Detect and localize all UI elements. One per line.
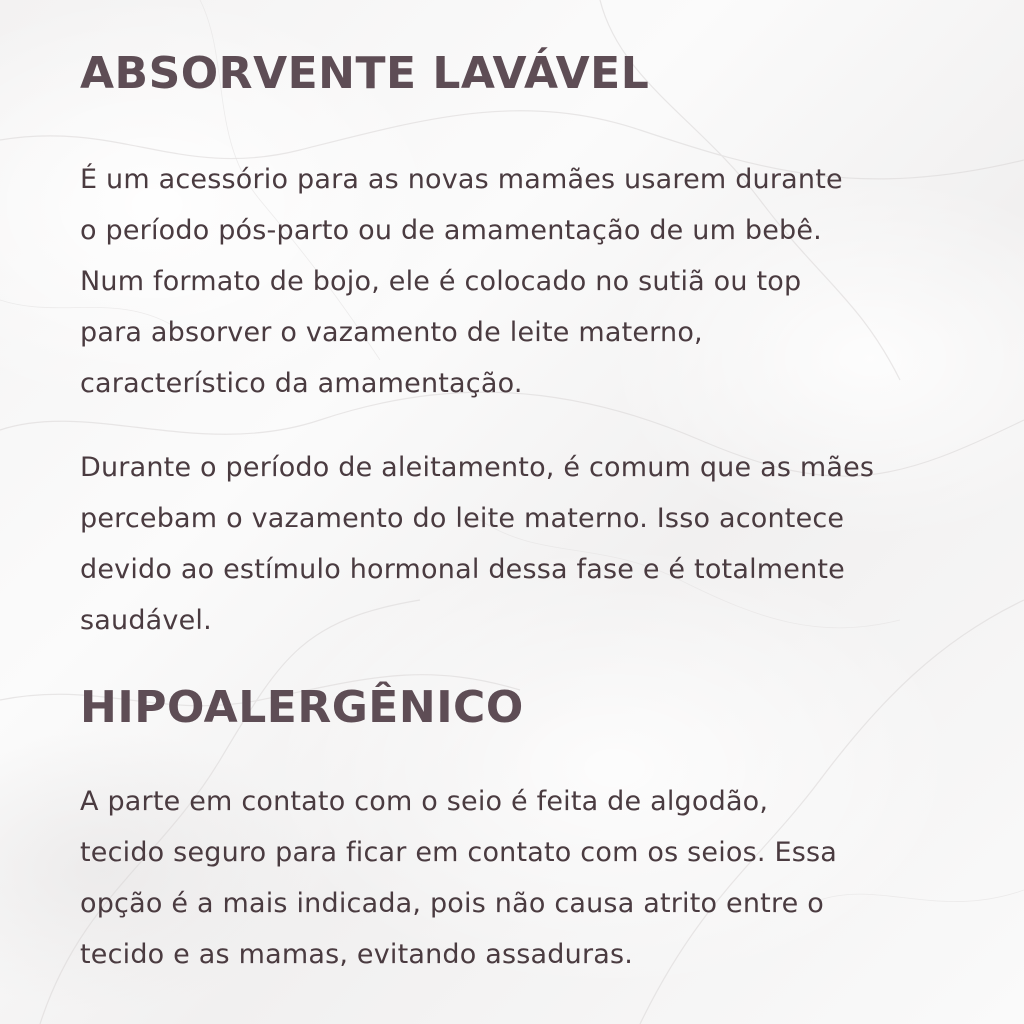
text-line: tecido seguro para ficar em contato com os seios. Essa (80, 837, 837, 868)
text-line: Num formato de bojo, ele é colocado no sutiã ou top (80, 266, 802, 297)
hipoalergenico-paragraph (80, 776, 837, 980)
text-line: tecido e as mamas, evitando assaduras. (80, 939, 634, 970)
text-line: para absorver o vazamento de leite materno, (80, 317, 703, 348)
text-line: saudável. (80, 605, 212, 636)
aleitamento-paragraph (80, 442, 874, 646)
absorvente-description-paragraph (80, 154, 843, 409)
text-line: É um acessório para as novas mamães usarem durante (80, 164, 843, 195)
text-line: característico da amamentação. (80, 368, 523, 399)
text-line: devido ao estímulo hormonal dessa fase e é totalmente (80, 554, 845, 585)
text-line: A parte em contato com o seio é feita de algodão, (80, 786, 769, 817)
section-title-absorvente-lavavel: ABSORVENTE LAVÁVEL (80, 48, 650, 99)
text-line: percebam o vazamento do leite materno. Isso acontece (80, 503, 845, 534)
text-line: Durante o período de aleitamento, é comum que as mães (80, 452, 875, 483)
text-line: o período pós-parto ou de amamentação de um bebê. (80, 215, 822, 246)
text-line: opção é a mais indicada, pois não causa atrito entre o (80, 888, 824, 919)
section-title-hipoalergenico: HIPOALERGÊNICO (80, 682, 524, 733)
